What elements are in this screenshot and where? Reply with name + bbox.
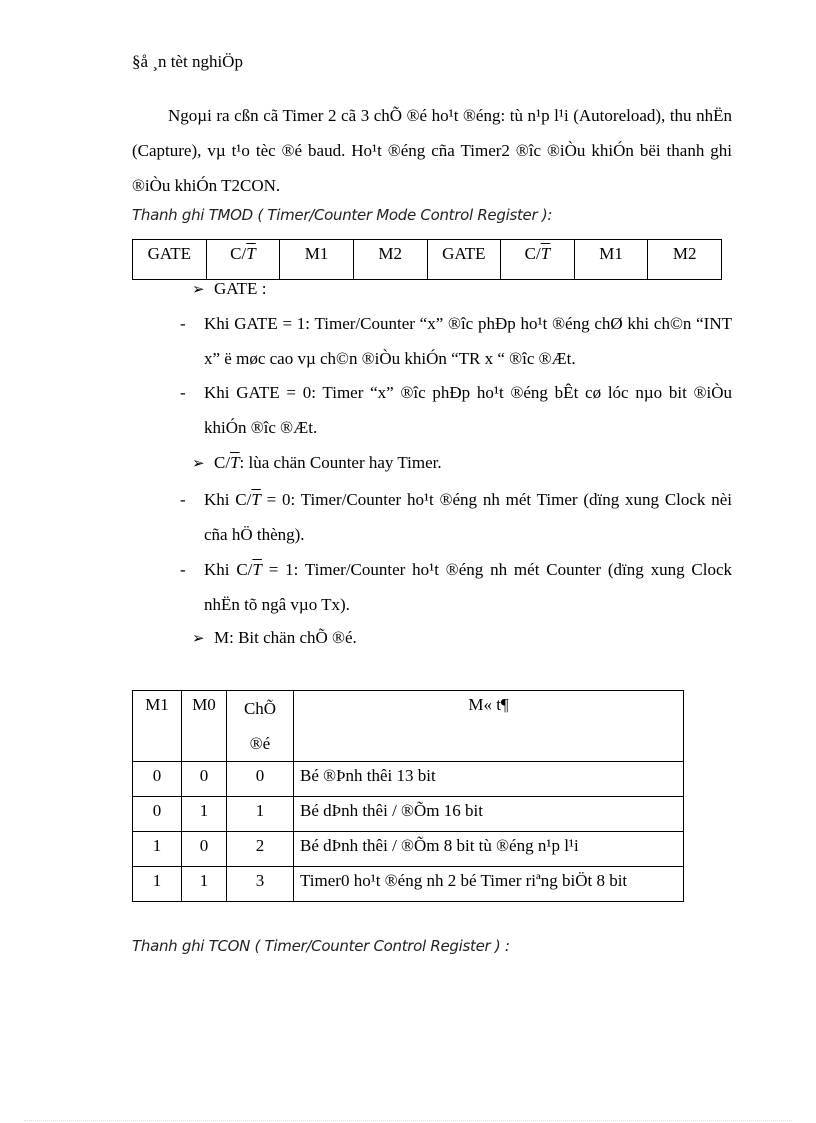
- gate-item-1: [180, 306, 732, 376]
- cell-description: Bé dÞnh thêi / ®Õm 16 bit: [294, 797, 684, 832]
- ct-item-2-suffix: = 1: Timer/Counter ho¹t ®éng nh mét Counter (dïng xung Clock nhËn tõ ngâ vµo Tx).: [204, 560, 733, 614]
- page-bottom-divider: [24, 1120, 792, 1121]
- header-mode: ChÕ ®é: [227, 691, 294, 762]
- cell-m0: 1: [182, 797, 227, 832]
- gate-item-2-text: Khi GATE = 0: Timer “x” ®îc phÐp ho¹t ®éng bÊt cø lóc nµo bit ®iÒu khiÓn ®îc ®Æt.: [204, 383, 732, 437]
- cell-mode: 3: [227, 867, 294, 902]
- cell-m1: 0: [133, 797, 182, 832]
- cell-m0: 0: [182, 762, 227, 797]
- t-overline: $\overline{T}$: [246, 244, 256, 263]
- tmod-bit-m2-1: M2: [353, 240, 427, 280]
- arrow-bullet-icon: ➢: [192, 456, 205, 472]
- table-row: [133, 867, 684, 902]
- cell-m0: 1: [182, 867, 227, 902]
- arrow-bullet-icon: ➢: [192, 631, 205, 647]
- gate-item-1-text: Khi GATE = 1: Timer/Counter “x” ®îc phÐp ho¹t ®éng chØ khi ch©n “INT x” ë møc cao vµ ch©n ®iÒu khiÓn “TR x “ ®îc ®Æt.: [204, 314, 732, 368]
- ct-item-1-text: [204, 482, 732, 552]
- tmod-bit-m1-2: M1: [574, 240, 648, 280]
- ct-item-1-suffix: = 0: Timer/Counter ho¹t ®éng nh mét Timer (dïng xung Clock nèi cña hÖ thèng).: [204, 490, 732, 544]
- t-overline: $\overline{T}$: [252, 560, 262, 579]
- tmod-bit-gate-2: GATE: [427, 240, 501, 280]
- header-description: M« t¶: [294, 691, 684, 762]
- cell-description: Timer0 ho¹t ®éng nh 2 bé Timer riªng biÖt 8 bit: [294, 867, 684, 902]
- cell-mode: 1: [227, 797, 294, 832]
- tmod-row: [133, 240, 722, 280]
- tmod-ct-prefix: C/: [524, 244, 541, 263]
- table-row: [133, 797, 684, 832]
- dash-bullet: -: [180, 314, 186, 333]
- cell-m1: 1: [133, 832, 182, 867]
- cell-description: Bé dÞnh thêi / ®Õm 8 bit tù ®éng n¹p l¹i: [294, 832, 684, 867]
- cell-mode: 0: [227, 762, 294, 797]
- ct-heading: [192, 453, 442, 473]
- gate-heading: [192, 279, 266, 299]
- t-overline: $\overline{T}$: [230, 453, 240, 472]
- ct-heading-suffix: : lùa chän Counter hay Timer.: [239, 453, 442, 472]
- table-row: [133, 762, 684, 797]
- table-row: [133, 832, 684, 867]
- tmod-bit-m1-1: M1: [280, 240, 354, 280]
- cell-mode: 2: [227, 832, 294, 867]
- gate-heading-text: GATE :: [214, 279, 267, 298]
- dash-bullet: -: [180, 383, 186, 402]
- header-m1: M1: [133, 691, 182, 762]
- ct-item-2-text: [204, 552, 732, 622]
- ct-item-1: [180, 482, 732, 552]
- mode-table-header: [133, 691, 684, 762]
- t-overline: $\overline{T}$: [540, 244, 551, 263]
- arrow-bullet-icon: ➢: [192, 282, 205, 298]
- cell-m1: 1: [133, 867, 182, 902]
- dash-bullet: -: [180, 490, 186, 509]
- ct-item-1-prefix: Khi C/: [204, 490, 252, 509]
- tcon-label: Thanh ghi TCON ( Timer/Counter Control Register ) :: [132, 937, 510, 955]
- cell-description: Bé ®Þnh thêi 13 bit: [294, 762, 684, 797]
- tmod-bit-ct-2: [501, 240, 575, 280]
- ct-heading-prefix: C/: [214, 453, 231, 472]
- tmod-bit-ct-1: [206, 240, 280, 280]
- gate-item-2: [180, 375, 732, 445]
- m-heading-text: M: Bit chän chÕ ®é.: [214, 628, 357, 647]
- dash-bullet: -: [180, 560, 186, 579]
- t-overline: $\overline{T}$: [251, 490, 261, 509]
- ct-item-2-prefix: Khi C/: [204, 560, 253, 579]
- ct-item-2: [180, 552, 732, 622]
- header-m0: M0: [182, 691, 227, 762]
- tmod-register-table: [132, 239, 722, 280]
- tmod-ct-prefix: C/: [230, 244, 247, 263]
- mode-table: [132, 690, 684, 902]
- m-heading: [192, 628, 357, 648]
- cell-m0: 0: [182, 832, 227, 867]
- cell-m1: 0: [133, 762, 182, 797]
- page-header: §å ¸n tèt nghiÖp: [132, 52, 243, 71]
- tmod-bit-m2-2: M2: [648, 240, 722, 280]
- tmod-bit-gate-1: GATE: [133, 240, 207, 280]
- tmod-label: Thanh ghi TMOD ( Timer/Counter Mode Control Register ):: [132, 206, 553, 224]
- intro-paragraph: Ngoµi ra cßn cã Timer 2 cã 3 chÕ ®é ho¹t ®éng: tù n¹p l¹i (Autoreload), thu nhËn (Capture), vµ t¹o tèc ®é baud. Ho¹t ®éng cña Timer2 ®îc ®iÒu khiÓn bëi thanh ghi ®iÒu khiÓn T2CON.: [132, 106, 732, 195]
